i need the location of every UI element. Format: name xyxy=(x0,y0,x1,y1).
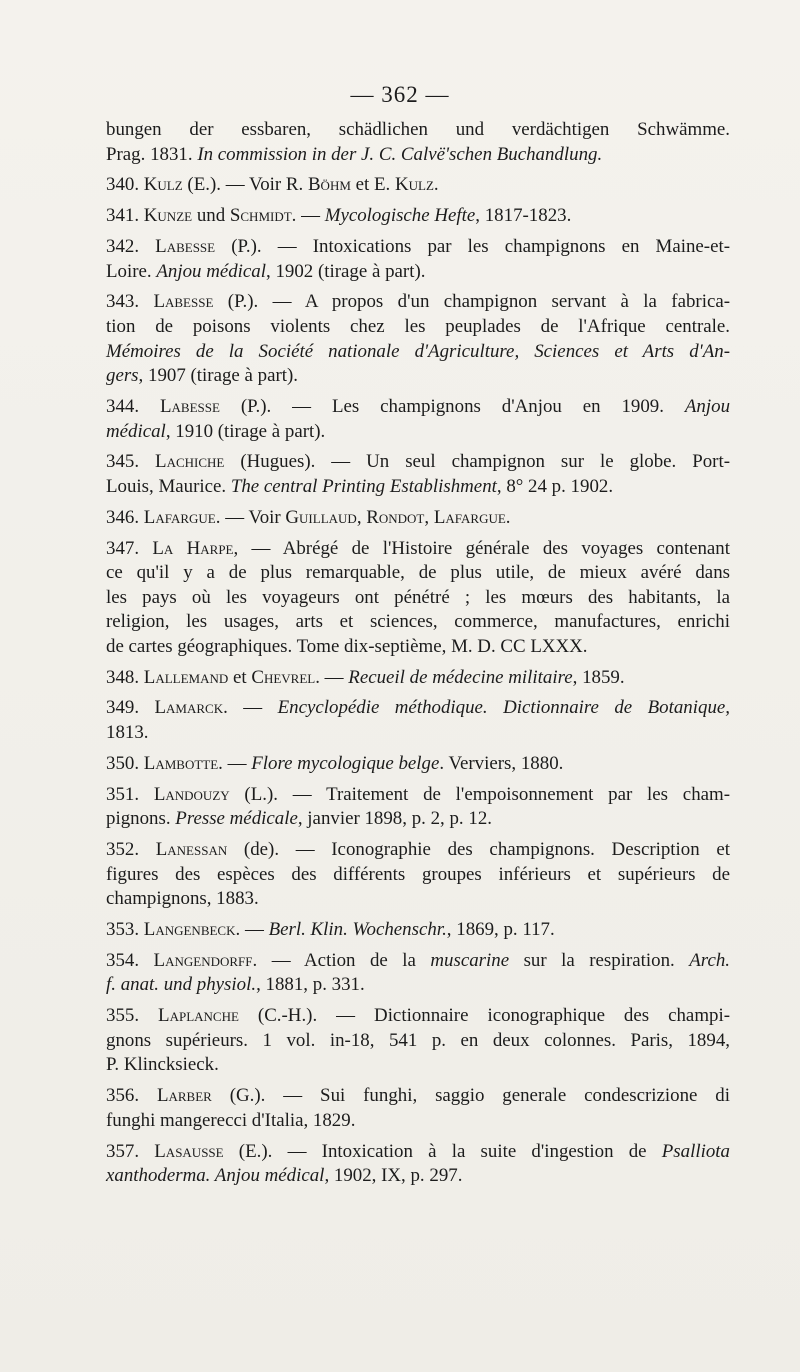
author-name: Laplanche xyxy=(158,1005,239,1027)
entry-line: 354. Langendorff. — Action de la muscarine sur la respiration. Arch. xyxy=(106,949,730,971)
italic-title: Recueil de médecine militaire xyxy=(348,666,573,688)
entry-line: ce qu'il y a de plus remarquable, de plus utile, de mieux avéré dans xyxy=(106,562,730,584)
entry-line: tion de poisons violents chez les peuplades de l'Afrique centrale. xyxy=(106,316,730,338)
entry-line: champignons, 1883. xyxy=(106,888,259,910)
bibliography-entry xyxy=(106,290,730,388)
bibliography-entry xyxy=(106,204,730,229)
bibliography-entry xyxy=(106,395,730,444)
italic-title: Mémoires de la Société nationale d'Agriculture, Sciences et Arts d'An- xyxy=(106,340,730,362)
author-name: Lasausse xyxy=(154,1140,224,1162)
bibliography-list xyxy=(106,118,730,1195)
author-name: Lafargue xyxy=(143,506,216,528)
italic-title: médical xyxy=(106,420,166,442)
author-name: Lamarck xyxy=(154,697,224,719)
entry-line: 340. Kulz (E.). — Voir R. Böhm et E. Kulz. xyxy=(106,174,439,196)
bibliography-entry xyxy=(106,918,730,943)
entry-line: gers, 1907 (tirage à part). xyxy=(106,365,299,387)
author-name: Larber xyxy=(156,1085,212,1107)
italic-title: Presse médicale xyxy=(175,808,298,830)
author-name: Langenbeck xyxy=(143,919,236,941)
bibliography-entry xyxy=(106,1084,730,1133)
entry-line: 346. Lafargue. — Voir Guillaud, Rondot, Lafargue. xyxy=(106,506,511,528)
entry-line: religion, les usages, arts et sciences, commerce, manufactures, enrichi xyxy=(106,611,730,633)
entry-line: 353. Langenbeck. — Berl. Klin. Wochenschr., 1869, p. 117. xyxy=(106,919,555,941)
author-name: Böhm xyxy=(307,174,351,196)
author-name: Lafargue xyxy=(433,506,506,528)
entry-line: funghi mangerecci d'Italia, 1829. xyxy=(106,1109,356,1131)
author-name: Kulz xyxy=(143,174,183,196)
entry-line: figures des espèces des différents groupes inférieurs et supérieurs de xyxy=(106,863,730,885)
entry-line: 347. La Harpe, — Abrégé de l'Histoire générale des voyages contenant xyxy=(106,537,730,559)
author-name: Lallemand xyxy=(143,666,229,688)
author-name: Langendorff xyxy=(153,949,253,971)
author-name: Labesse xyxy=(153,291,214,313)
author-name: Kulz. xyxy=(394,174,439,196)
entry-line: médical, 1910 (tirage à part). xyxy=(106,420,326,442)
bibliography-entry xyxy=(106,949,730,998)
entry-line: les pays où les voyageurs ont pénétré ; les mœurs des habitants, la xyxy=(106,586,730,608)
author-name: Lanessan xyxy=(155,839,228,861)
entry-line: 355. Laplanche (C.-H.). — Dictionnaire iconographique des champi- xyxy=(106,1005,730,1027)
bibliography-entry xyxy=(106,666,730,691)
author-name: Lambotte xyxy=(143,752,219,774)
entry-line: 348. Lallemand et Chevrel. — Recueil de médecine militaire, 1859. xyxy=(106,666,625,688)
entry-line: pignons. Presse médicale, janvier 1898, p. 2, p. 12. xyxy=(106,808,492,830)
italic-title: gers xyxy=(106,365,139,387)
entry-line: f. anat. und physiol., 1881, p. 331. xyxy=(106,974,365,996)
italic-title: Encyclopédie méthodique. Dictionnaire de Botanique, xyxy=(277,697,730,719)
page-number: — 362 — xyxy=(350,82,450,107)
author-name: Labesse xyxy=(159,395,220,417)
bibliography-entry xyxy=(106,783,730,832)
italic-title: f. anat. und physiol. xyxy=(106,974,257,996)
author-name: Lachiche xyxy=(155,451,225,473)
author-name: Rondot xyxy=(366,506,425,528)
entry-line: bungen der essbaren, schädlichen und verdächtigen Schwämme. xyxy=(106,119,730,140)
entry-line: 344. Labesse (P.). — Les champignons d'Anjou en 1909. Anjou xyxy=(106,395,731,417)
entry-line: 352. Lanessan (de). — Iconographie des champignons. Description et xyxy=(106,839,730,861)
bibliography-entry xyxy=(106,506,730,531)
italic-title: In commission in der J. C. Calvë'schen Buchandlung. xyxy=(197,143,603,165)
bibliography-entry xyxy=(106,118,730,167)
bibliography-entry xyxy=(106,696,730,745)
italic-title: xanthoderma. Anjou médical xyxy=(106,1165,325,1187)
entry-line: de cartes géographiques. Tome dix-septième, M. D. CC LXXX. xyxy=(106,635,588,657)
italic-title: Mycologische Hefte xyxy=(324,205,476,227)
bibliography-entry xyxy=(106,450,730,499)
entry-line: 357. Lasausse (E.). — Intoxication à la suite d'ingestion de Psalliota xyxy=(106,1140,730,1162)
entry-line: 349. Lamarck. — Encyclopédie méthodique. Dictionnaire de Botanique, xyxy=(106,697,730,719)
entry-line: 350. Lambotte. — Flore mycologique belge. Verviers, 1880. xyxy=(106,752,564,774)
bibliography-entry xyxy=(106,537,730,660)
entry-line: 341. Kunze und Schmidt. — Mycologische Hefte, 1817-1823. xyxy=(106,205,572,227)
bibliography-entry xyxy=(106,173,730,198)
entry-line: Prag. 1831. In commission in der J. C. Calvë'schen Buchandlung. xyxy=(106,143,603,165)
italic-title: muscarine xyxy=(430,949,510,971)
author-name: Landouzy xyxy=(153,783,230,805)
author-name: Labesse xyxy=(155,236,216,258)
entry-line: 351. Landouzy (L.). — Traitement de l'empoisonnement par les cham- xyxy=(106,783,731,805)
author-name: La Harpe xyxy=(152,537,234,559)
entry-line: Loire. Anjou médical, 1902 (tirage à part). xyxy=(106,260,426,282)
italic-title: The central Printing Establishment xyxy=(230,475,497,497)
entry-line: 343. Labesse (P.). — A propos d'un champignon servant à la fabrica- xyxy=(106,291,730,313)
bibliography-entry xyxy=(106,235,730,284)
author-name: Schmidt xyxy=(229,205,292,227)
entry-line xyxy=(106,340,730,365)
italic-title: Flore mycologique belge xyxy=(251,752,440,774)
entry-line: gnons supérieurs. 1 vol. in-18, 541 p. en deux colonnes. Paris, 1894, xyxy=(106,1029,730,1051)
bibliography-entry xyxy=(106,1004,730,1078)
entry-line: P. Klincksieck. xyxy=(106,1054,219,1076)
italic-title: Arch. xyxy=(689,949,730,971)
bibliography-entry xyxy=(106,1140,730,1189)
italic-title: Anjou médical xyxy=(156,260,267,282)
italic-title: Berl. Klin. Wochenschr. xyxy=(268,919,447,941)
entry-line: 342. Labesse (P.). — Intoxications par les champignons en Maine-et- xyxy=(106,236,730,258)
bibliography-entry xyxy=(106,838,730,912)
italic-title: Anjou xyxy=(684,395,731,417)
author-name: Guillaud xyxy=(285,506,357,528)
bibliography-entry xyxy=(106,752,730,777)
entry-line: xanthoderma. Anjou médical, 1902, IX, p. 297. xyxy=(106,1165,463,1187)
italic-title: Psalliota xyxy=(661,1140,730,1162)
entry-line: 356. Larber (G.). — Sui funghi, saggio generale condescrizione di xyxy=(106,1085,731,1107)
entry-line: 345. Lachiche (Hugues). — Un seul champignon sur le globe. Port- xyxy=(106,451,731,473)
entry-line: 1813. xyxy=(106,722,149,743)
entry-line: Louis, Maurice. The central Printing Establishment, 8° 24 p. 1902. xyxy=(106,475,614,497)
author-name: Chevrel xyxy=(251,666,316,688)
author-name: Kunze xyxy=(143,205,193,227)
